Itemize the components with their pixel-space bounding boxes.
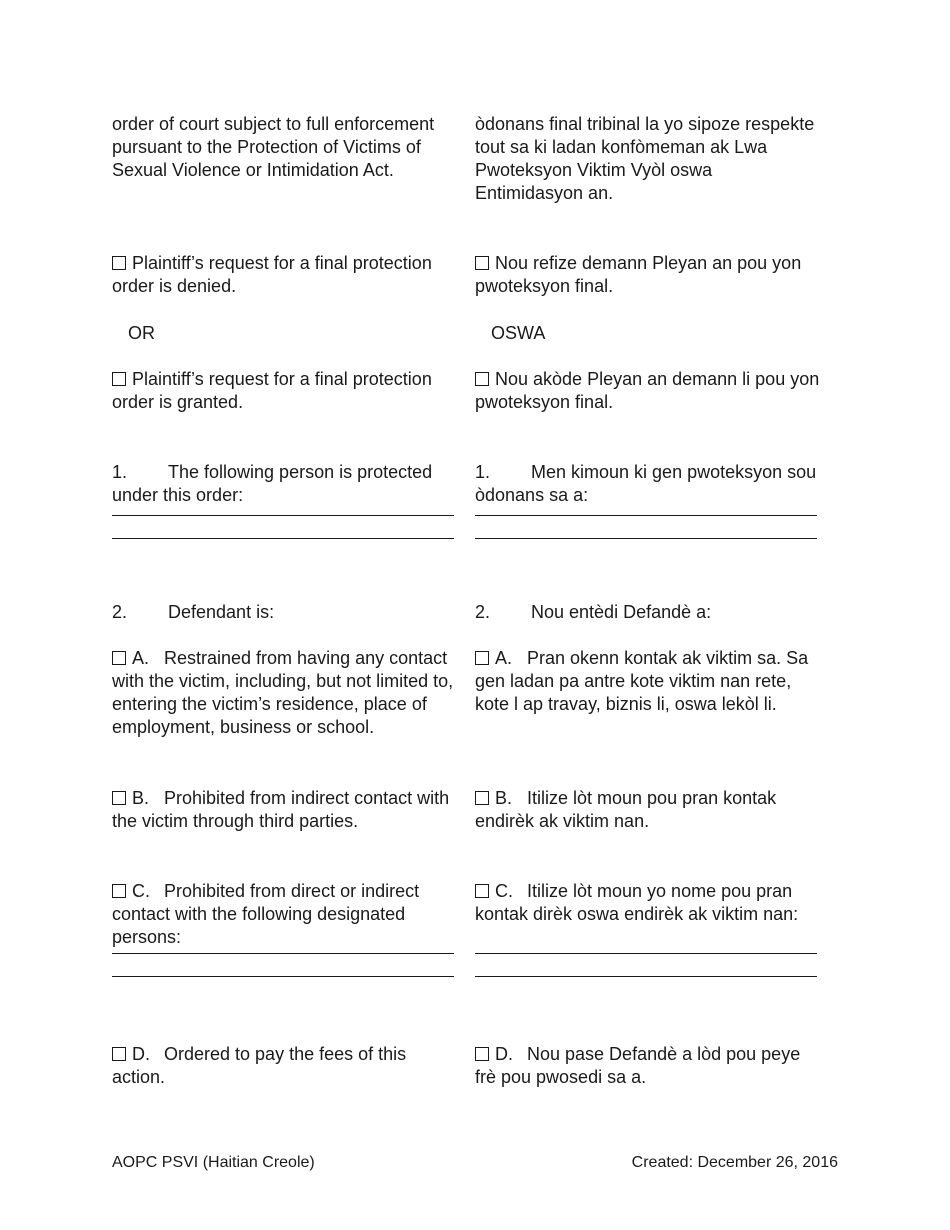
option-b-checkbox-ht[interactable] bbox=[475, 791, 489, 805]
option-a-letter-ht: A. bbox=[495, 648, 513, 668]
option-c-text-ht: Itilize lòt moun yo nome pou pran kontak dirèk oswa endirèk ak viktim nan: bbox=[475, 881, 799, 924]
footer-form-id: AOPC PSVI (Haitian Creole) bbox=[112, 1154, 315, 1171]
denied-checkbox-en[interactable] bbox=[112, 256, 126, 270]
option-c-checkbox-ht[interactable] bbox=[475, 884, 489, 898]
designated-persons-fields-ht bbox=[475, 953, 820, 977]
item1-text-en: The following person is protected under this order: bbox=[112, 462, 433, 505]
item1-number-ht: 1. bbox=[475, 462, 491, 482]
option-b-ht bbox=[475, 787, 820, 833]
granted-checkbox-en[interactable] bbox=[112, 372, 126, 386]
item2-text-en: Defendant is: bbox=[168, 602, 275, 622]
denied-checkbox-ht[interactable] bbox=[475, 256, 489, 270]
option-b-letter-en: B. bbox=[132, 788, 150, 808]
option-b-en bbox=[112, 787, 457, 833]
option-a-text-en: Restrained from having any contact with the victim, including, but not limited to, entering the victim’s residence, place of employment, business or school. bbox=[112, 648, 454, 737]
or-label-ht: OSWA bbox=[491, 323, 546, 343]
granted-option-ht bbox=[475, 368, 820, 414]
option-c-text-en: Prohibited from direct or indirect contact with the following designated persons: bbox=[112, 881, 420, 947]
denied-option-en bbox=[112, 252, 457, 298]
protected-person-line-1-en[interactable] bbox=[112, 515, 454, 516]
item2-en bbox=[112, 601, 457, 624]
designated-persons-line-1-ht[interactable] bbox=[475, 953, 817, 954]
item2-text-ht: Nou entèdi Defandè a: bbox=[531, 602, 712, 622]
option-b-letter-ht: B. bbox=[495, 788, 513, 808]
option-c-en bbox=[112, 880, 457, 949]
option-d-checkbox-en[interactable] bbox=[112, 1047, 126, 1061]
option-d-text-en: Ordered to pay the fees of this action. bbox=[112, 1044, 407, 1087]
option-c-ht bbox=[475, 880, 820, 926]
denied-text-ht: Nou refize demann Pleyan an pou yon pwoteksyon final. bbox=[475, 253, 802, 296]
designated-persons-line-2-en[interactable] bbox=[112, 976, 454, 977]
item1-text-ht: Men kimoun ki gen pwoteksyon sou òdonans sa a: bbox=[475, 462, 817, 505]
item1-en bbox=[112, 461, 457, 539]
option-d-checkbox-ht[interactable] bbox=[475, 1047, 489, 1061]
option-a-letter-en: A. bbox=[132, 648, 150, 668]
option-a-text-ht: Pran okenn kontak ak viktim sa. Sa gen ladan pa antre kote viktim nan rete, kote l ap travay, biznis li, oswa lekòl li. bbox=[475, 648, 809, 714]
option-d-en bbox=[112, 1043, 457, 1089]
item1-ht bbox=[475, 461, 820, 539]
granted-checkbox-ht[interactable] bbox=[475, 372, 489, 386]
protected-person-line-2-en[interactable] bbox=[112, 538, 454, 539]
denied-option-ht bbox=[475, 252, 820, 298]
option-d-text-ht: Nou pase Defandè a lòd pou peye frè pou pwosedi sa a. bbox=[475, 1044, 801, 1087]
item2-ht bbox=[475, 601, 820, 624]
item2-number-en: 2. bbox=[112, 602, 128, 622]
option-c-letter-ht: C. bbox=[495, 881, 513, 901]
option-b-text-ht: Itilize lòt moun pou pran kontak endirèk ak viktim nan. bbox=[475, 788, 777, 831]
protected-person-line-1-ht[interactable] bbox=[475, 515, 817, 516]
option-d-letter-en: D. bbox=[132, 1044, 150, 1064]
option-c-letter-en: C. bbox=[132, 881, 150, 901]
protected-person-line-2-ht[interactable] bbox=[475, 538, 817, 539]
option-d-letter-ht: D. bbox=[495, 1044, 513, 1064]
granted-text-en: Plaintiff’s request for a final protection order is granted. bbox=[112, 369, 432, 412]
option-a-en bbox=[112, 647, 457, 739]
option-d-ht bbox=[475, 1043, 820, 1089]
option-b-text-en: Prohibited from indirect contact with the victim through third parties. bbox=[112, 788, 450, 831]
protected-person-fields-en bbox=[112, 515, 457, 539]
item1-number-en: 1. bbox=[112, 462, 128, 482]
designated-persons-fields-en bbox=[112, 953, 457, 977]
denied-text-en: Plaintiff’s request for a final protection order is denied. bbox=[112, 253, 432, 296]
granted-text-ht: Nou akòde Pleyan an demann li pou yon pwoteksyon final. bbox=[475, 369, 820, 412]
protected-person-fields-ht bbox=[475, 515, 820, 539]
option-b-checkbox-en[interactable] bbox=[112, 791, 126, 805]
intro-ht: òdonans final tribinal la yo sipoze respekte tout sa ki ladan konfòmeman ak Lwa Pwoteksyon Viktim Vyòl oswa Entimidasyon an. bbox=[475, 114, 815, 203]
designated-persons-line-1-en[interactable] bbox=[112, 953, 454, 954]
option-a-ht bbox=[475, 647, 820, 716]
option-c-checkbox-en[interactable] bbox=[112, 884, 126, 898]
granted-option-en bbox=[112, 368, 457, 414]
option-a-checkbox-en[interactable] bbox=[112, 651, 126, 665]
footer-created-date: Created: December 26, 2016 bbox=[631, 1154, 838, 1171]
intro-en: order of court subject to full enforcement pursuant to the Protection of Victims of Sexual Violence or Intimidation Act. bbox=[112, 114, 435, 180]
designated-persons-line-2-ht[interactable] bbox=[475, 976, 817, 977]
option-a-checkbox-ht[interactable] bbox=[475, 651, 489, 665]
or-label-en: OR bbox=[128, 323, 155, 343]
item2-number-ht: 2. bbox=[475, 602, 491, 622]
